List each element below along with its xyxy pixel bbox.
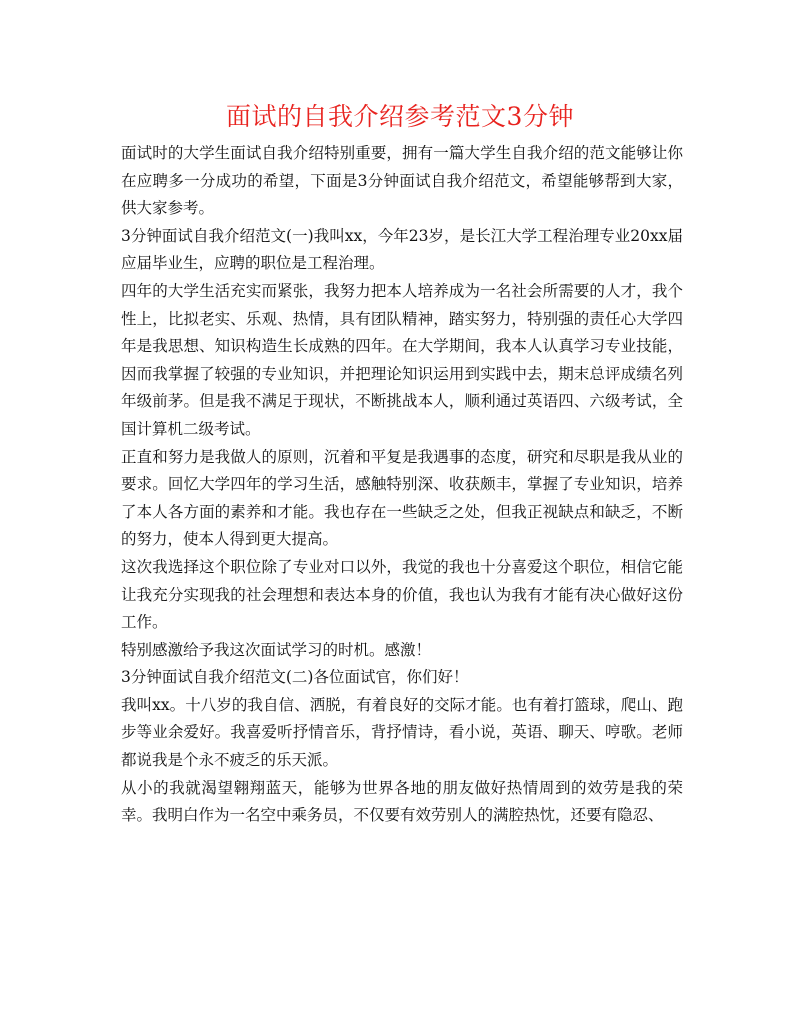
paragraph: 3分钟面试自我介绍范文(二)各位面试官，你们好！ (121, 668, 469, 687)
paragraph: 这次我选择这个职位除了专业对口以外，我觉的我也十分喜爱这个职位，相信它能让我充分实现我的社会理想和表达本身的价值，我也认为我有才能有决心做好这份工作。 (121, 557, 683, 632)
paragraph: 特别感激给予我这次面试学习的时机。感激！ (121, 640, 432, 659)
paragraph: 正直和努力是我做人的原则，沉着和平复是我遇事的态度，研究和尽职是我从业的要求。回忆大学四年的学习生活，感触特别深、收获颇丰，掌握了专业知识，培养了本人各方面的素养和才能。我也存在一些缺乏之处，但我正视缺点和缺乏，不断的努力，使本人得到更大提高。 (121, 447, 683, 549)
paragraph: 面试时的大学生面试自我介绍特别重要，拥有一篇大学生自我介绍的范文能够让你在应聘多一分成功的希望，下面是3分钟面试自我介绍范文，希望能够帮到大家，供大家参考。 (121, 144, 683, 218)
paragraph: 从小的我就渴望翱翔蓝天，能够为世界各地的朋友做好热情周到的效劳是我的荣幸。我明白作为一名空中乘务员，不仅要有效劳别人的满腔热忱，还要有隐忍、 (121, 778, 683, 825)
paragraph: 四年的大学生活充实而紧张，我努力把本人培养成为一名社会所需要的人才，我个性上，比拟老实、乐观、热情，具有团队精神，踏实努力，特别强的责任心大学四年是我思想、知识构造生长成熟的四年。在大学期间，我本人认真学习专业技能，因而我掌握了较强的专业知识，并把理论知识运用到实践中去，期末总评成绩名列年级前茅。但是我不满足于现状，不断挑战本人，顺利通过英语四、六级考试，全国计算机二级考试。 (121, 281, 683, 438)
paragraph: 我叫xx。十八岁的我自信、洒脱，有着良好的交际才能。也有着打篮球，爬山、跑步等业余爱好。我喜爱听抒情音乐，背抒情诗，看小说，英语、聊天、哼歌。老师都说我是个永不疲乏的乐天派。 (121, 695, 683, 770)
paragraph: 3分钟面试自我介绍范文(一)我叫xx，今年23岁，是长江大学工程治理专业20xx届应届毕业生，应聘的职位是工程治理。 (121, 226, 683, 273)
document-body (121, 140, 683, 830)
document-title: 面试的自我介绍参考范文3分钟 (226, 102, 574, 131)
